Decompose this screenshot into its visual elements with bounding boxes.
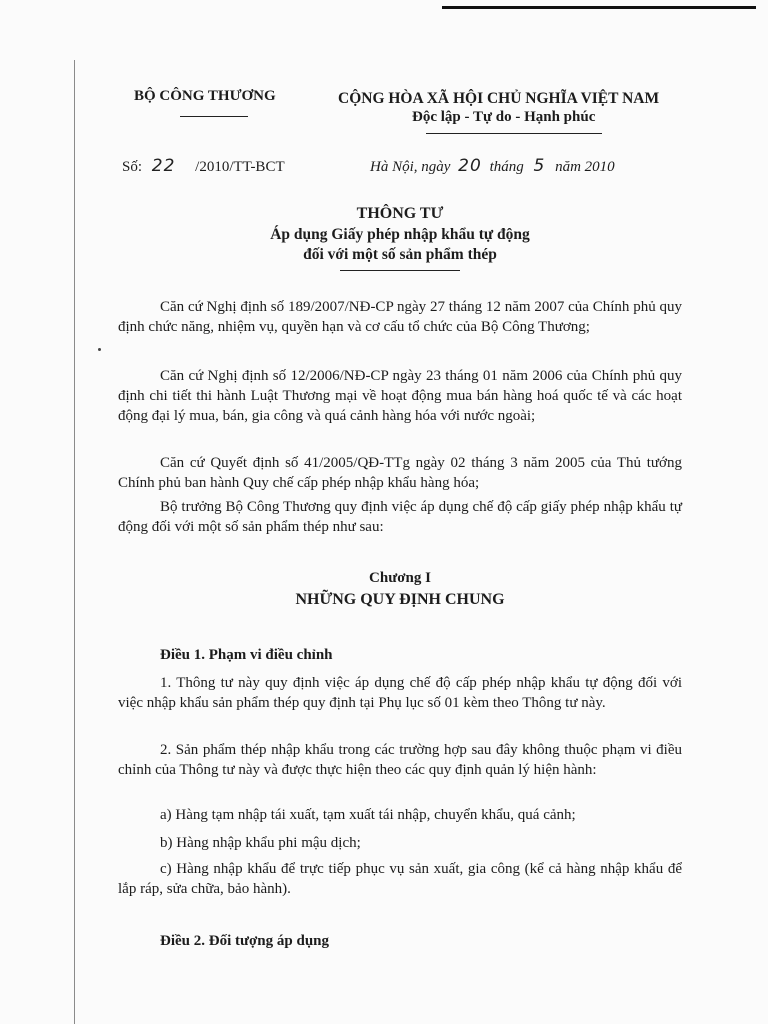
preamble-paragraph: Căn cứ Nghị định số 12/2006/NĐ-CP ngày 23 tháng 01 năm 2006 của Chính phủ quy định chi tiết thi hành Luật Thương mại về hoạt động mua bán hàng hoá quốc tế và các hoạt động đại lý mua, bán, gia công và quá cảnh hàng hóa với nước ngoài; — [118, 368, 682, 424]
article-1-item-b: b) Hàng nhập khẩu phi mậu dịch; — [160, 835, 361, 851]
title-line-2: đối với một số sản phẩm thép — [303, 246, 497, 263]
article-1-clause-2: 2. Sản phẩm thép nhập khẩu trong các trường hợp sau đây không thuộc phạm vi điều chỉnh của Thông tư này và được thực hiện theo các quy định quản lý hiện hành: — [118, 742, 682, 778]
preamble-paragraph: Căn cứ Nghị định số 189/2007/NĐ-CP ngày 27 tháng 12 năm 2007 của Chính phủ quy định chức năng, nhiệm vụ, quyền hạn và cơ cấu tổ chức của Bộ Công Thương; — [118, 299, 682, 335]
ministry-underline — [180, 116, 248, 117]
document-date — [370, 156, 615, 176]
article-1-clause-1: 1. Thông tư này quy định việc áp dụng chế độ cấp phép nhập khẩu tự động đối với việc nhập khẩu sản phẩm thép quy định tại Phụ lục số 01 kèm theo Thông tư này. — [118, 675, 682, 711]
scan-edge-line — [74, 60, 75, 1024]
article-1-item-c: c) Hàng nhập khẩu để trực tiếp phục vụ sản xuất, gia công (kể cả hàng nhập khẩu để lắp ráp, sửa chữa, bảo hành). — [118, 861, 682, 897]
preamble-paragraph: Bộ trưởng Bộ Công Thương quy định việc áp dụng chế độ cấp giấy phép nhập khẩu tự động đối với một số sản phẩm thép như sau: — [118, 499, 682, 535]
chapter-number: Chương I — [369, 570, 431, 586]
date-place: Hà Nội, ngày — [370, 159, 451, 175]
article-2-heading: Điều 2. Đối tượng áp dụng — [160, 933, 330, 949]
motto: Độc lập - Tự do - Hạnh phúc — [412, 109, 596, 125]
republic-name: CỘNG HÒA XÃ HỘI CHỦ NGHĨA VIỆT NAM — [338, 90, 660, 107]
date-month: 5 — [533, 156, 546, 176]
document-type: THÔNG TƯ — [356, 205, 444, 222]
preamble-paragraph: Căn cứ Quyết định số 41/2005/QĐ-TTg ngày 02 tháng 3 năm 2005 của Thủ tướng Chính phủ ban hành Quy chế cấp phép nhập khẩu hàng hóa; — [118, 455, 682, 491]
chapter-name: NHỮNG QUY ĐỊNH CHUNG — [295, 591, 505, 608]
date-day: 20 — [458, 156, 482, 176]
article-1-item-a: a) Hàng tạm nhập tái xuất, tạm xuất tái nhập, chuyển khẩu, quá cảnh; — [160, 807, 576, 823]
number-prefix: Số: — [122, 159, 143, 175]
scan-speck — [98, 348, 101, 351]
article-1-heading: Điều 1. Phạm vi điều chỉnh — [160, 647, 333, 663]
motto-underline — [426, 133, 602, 134]
title-line-1: Áp dụng Giấy phép nhập khẩu tự động — [270, 226, 530, 243]
number-suffix: /2010/TT-BCT — [195, 159, 285, 175]
scan-top-mark — [442, 6, 756, 9]
number-handwritten: 22 — [151, 156, 176, 176]
title-underline — [340, 270, 460, 271]
date-month-label: tháng — [489, 159, 524, 175]
document-number — [122, 156, 285, 176]
ministry-name: BỘ CÔNG THƯƠNG — [134, 88, 276, 104]
date-year: năm 2010 — [555, 159, 615, 175]
